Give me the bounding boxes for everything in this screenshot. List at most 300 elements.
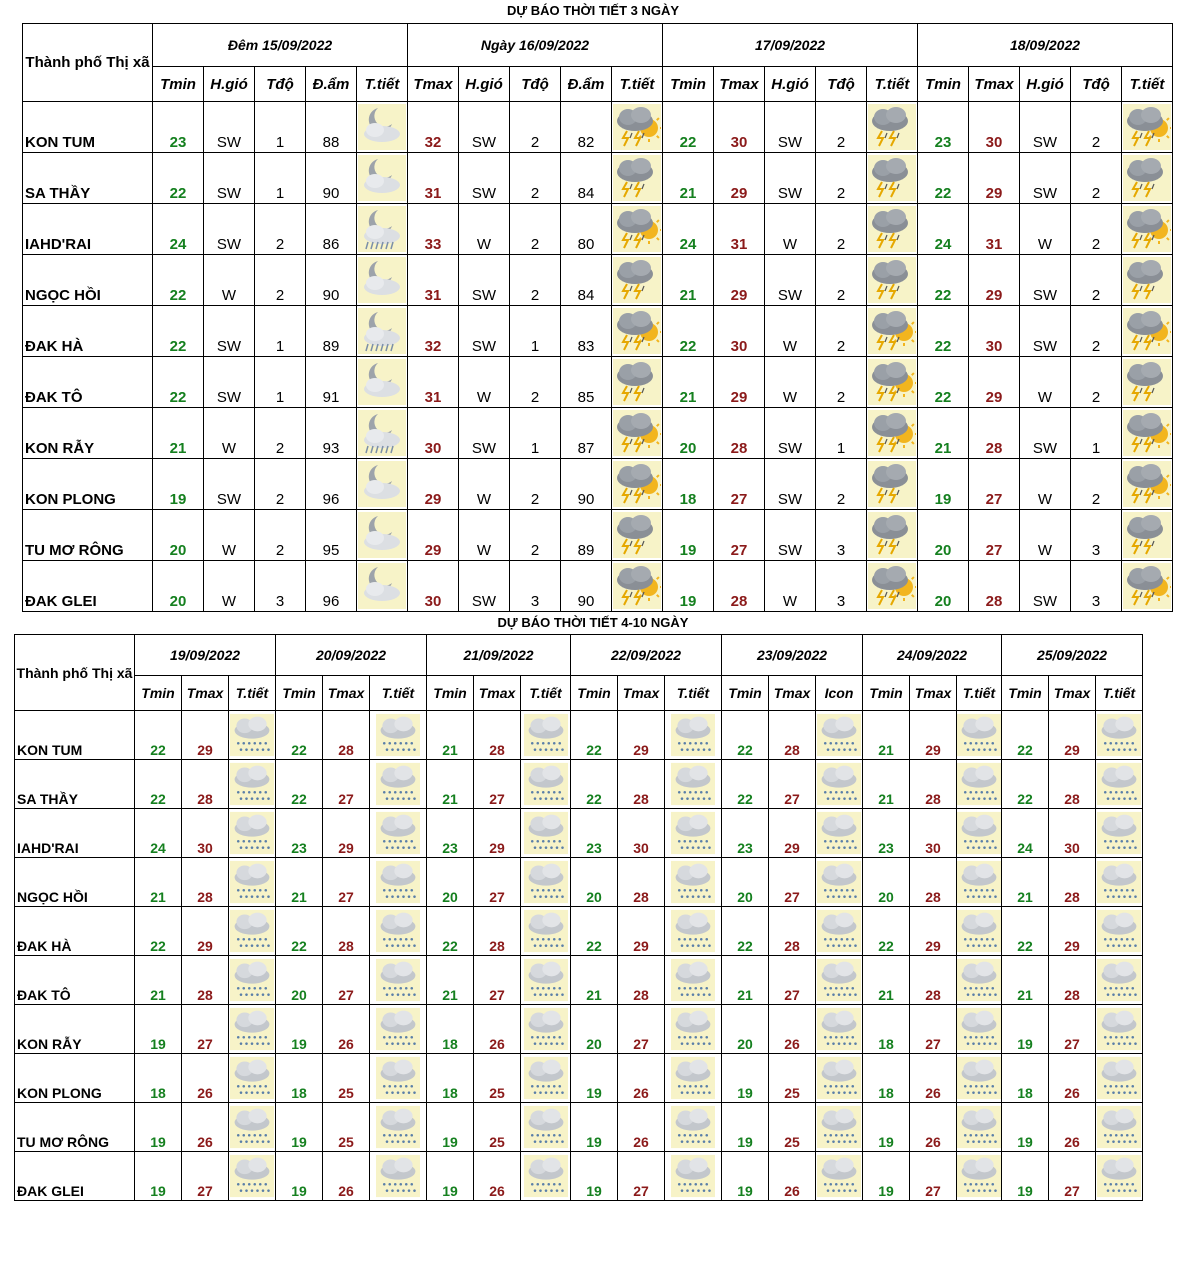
rain-cloud-icon (671, 860, 715, 904)
rain-cloud-icon (230, 860, 274, 904)
table-row (15, 956, 1143, 1005)
weather-icon-cell (1096, 858, 1143, 907)
wind-direction: W (204, 510, 255, 561)
weather-icon-cell (357, 561, 408, 612)
tmin-value: 22 (135, 711, 182, 760)
city-name: TU MƠ RÔNG (23, 510, 153, 561)
thunderstorm-sun-icon (1123, 410, 1171, 456)
tmax-value: 30 (910, 809, 957, 858)
wind-direction: SW (765, 510, 816, 561)
wind-direction: W (204, 408, 255, 459)
wind-speed: 1 (255, 102, 306, 153)
wind-speed: 2 (816, 306, 867, 357)
wind-direction: SW (1020, 153, 1071, 204)
rain-cloud-icon (230, 1105, 274, 1149)
tmin-value: 22 (427, 907, 474, 956)
tmax-value: 30 (618, 809, 665, 858)
thunderstorm-icon (613, 512, 661, 558)
wind-speed: 2 (1071, 306, 1122, 357)
column-header: T.tiết (665, 676, 722, 711)
wind-direction: SW (459, 102, 510, 153)
column-header: Tmin (276, 676, 323, 711)
tmin-value: 18 (663, 459, 714, 510)
thunderstorm-icon (613, 155, 661, 201)
tmax-value: 28 (769, 711, 816, 760)
weather-icon-cell (370, 858, 427, 907)
table-row (15, 711, 1143, 760)
weather-icon-cell (370, 1103, 427, 1152)
column-header: H.gió (204, 67, 255, 102)
humidity-value: 89 (306, 306, 357, 357)
tmax-value: 30 (408, 561, 459, 612)
tmin-value: 22 (722, 711, 769, 760)
rain-cloud-icon (1097, 713, 1141, 757)
tmin-value: 22 (153, 255, 204, 306)
table-row (23, 102, 1173, 153)
thunderstorm-sun-icon (613, 308, 661, 354)
date-group-header: 21/09/2022 (427, 635, 571, 676)
thunderstorm-sun-icon (1123, 206, 1171, 252)
weather-icon-cell (816, 1054, 863, 1103)
tmin-value: 22 (153, 357, 204, 408)
date-group-header: 25/09/2022 (1002, 635, 1143, 676)
wind-speed: 3 (255, 561, 306, 612)
city-name: NGỌC HỒI (15, 858, 135, 907)
tmax-value: 26 (323, 1005, 370, 1054)
weather-icon-cell (1122, 204, 1173, 255)
tmax-value: 27 (323, 760, 370, 809)
column-header: Đ.ẩm (561, 67, 612, 102)
thunderstorm-sun-icon (613, 104, 661, 150)
tmin-value: 23 (427, 809, 474, 858)
weather-icon-cell (867, 510, 918, 561)
weather-icon-cell (229, 760, 276, 809)
wind-direction: SW (204, 153, 255, 204)
wind-direction: SW (459, 153, 510, 204)
rain-cloud-icon (671, 762, 715, 806)
rain-cloud-icon (524, 1056, 568, 1100)
tmin-value: 18 (135, 1054, 182, 1103)
wind-speed: 2 (1071, 102, 1122, 153)
thunderstorm-sun-icon (868, 308, 916, 354)
tmax-value: 28 (910, 858, 957, 907)
weather-icon-cell (1122, 459, 1173, 510)
cloudy-night-icon (358, 257, 406, 303)
weather-icon-cell (957, 907, 1002, 956)
cloudy-night-icon (358, 461, 406, 507)
city-name: SA THẦY (15, 760, 135, 809)
weather-icon-cell (229, 1103, 276, 1152)
tmin-value: 24 (153, 204, 204, 255)
column-header: Tđộ (510, 67, 561, 102)
tmin-value: 22 (918, 255, 969, 306)
column-header: T.tiết (1096, 676, 1143, 711)
weather-icon-cell (816, 1005, 863, 1054)
wind-speed: 1 (255, 357, 306, 408)
tmax-value: 29 (1049, 711, 1096, 760)
table-row (23, 357, 1173, 408)
weather-icon-cell (665, 1005, 722, 1054)
wind-direction: W (204, 255, 255, 306)
rain-cloud-icon (376, 713, 420, 757)
rain-cloud-icon (957, 762, 1001, 806)
column-header: Đ.ẩm (306, 67, 357, 102)
tmin-value: 19 (427, 1103, 474, 1152)
cloudy-night-icon (358, 155, 406, 201)
wind-direction: SW (765, 255, 816, 306)
tmin-value: 23 (571, 809, 618, 858)
wind-speed: 2 (816, 459, 867, 510)
tmax-value: 28 (618, 858, 665, 907)
weather-icon-cell (612, 153, 663, 204)
tmin-value: 20 (153, 561, 204, 612)
city-column-header: Thành phố Thị xã (15, 635, 135, 711)
tmax-value: 28 (618, 956, 665, 1005)
tmax-value: 27 (323, 956, 370, 1005)
rain-cloud-icon (671, 909, 715, 953)
rain-cloud-icon (817, 1154, 861, 1198)
tmin-value: 22 (153, 306, 204, 357)
tmax-value: 27 (182, 1005, 229, 1054)
wind-speed: 1 (255, 306, 306, 357)
wind-direction: SW (765, 408, 816, 459)
weather-icon-cell (867, 357, 918, 408)
weather-icon-cell (1096, 1152, 1143, 1201)
column-header: T.tiết (867, 67, 918, 102)
tmin-value: 19 (276, 1103, 323, 1152)
tmax-value: 25 (769, 1054, 816, 1103)
wind-direction: SW (204, 459, 255, 510)
tmin-value: 22 (663, 306, 714, 357)
table-row (15, 1005, 1143, 1054)
tmax-value: 30 (182, 809, 229, 858)
tmin-value: 21 (918, 408, 969, 459)
rain-cloud-icon (671, 958, 715, 1002)
humidity-value: 96 (306, 561, 357, 612)
weather-icon-cell (521, 907, 571, 956)
column-header: Tmin (153, 67, 204, 102)
weather-icon-cell (816, 956, 863, 1005)
tmin-value: 18 (427, 1005, 474, 1054)
tmax-value: 27 (1049, 1152, 1096, 1201)
wind-direction: SW (459, 561, 510, 612)
wind-speed: 2 (510, 459, 561, 510)
tmin-value: 21 (135, 858, 182, 907)
humidity-value: 93 (306, 408, 357, 459)
weather-icon-cell (665, 907, 722, 956)
tmax-value: 26 (618, 1054, 665, 1103)
tmin-value: 20 (571, 1005, 618, 1054)
rain-cloud-icon (1097, 1056, 1141, 1100)
tmin-value: 21 (863, 956, 910, 1005)
table-row (23, 561, 1173, 612)
wind-speed: 2 (816, 102, 867, 153)
column-header: Tmax (474, 676, 521, 711)
wind-direction: W (459, 459, 510, 510)
table-row (23, 510, 1173, 561)
wind-direction: W (1020, 357, 1071, 408)
tmin-value: 23 (153, 102, 204, 153)
weather-icon-cell (357, 408, 408, 459)
rain-cloud-icon (1097, 1105, 1141, 1149)
weather-icon-cell (357, 255, 408, 306)
table-row (23, 306, 1173, 357)
rain-cloud-icon (817, 713, 861, 757)
tmax-value: 26 (182, 1103, 229, 1152)
cloudy-night-icon (358, 359, 406, 405)
wind-speed: 1 (510, 408, 561, 459)
humidity-value: 91 (306, 357, 357, 408)
humidity-value: 86 (306, 204, 357, 255)
table-row (23, 408, 1173, 459)
table-row (15, 1103, 1143, 1152)
weather-icon-cell (1122, 255, 1173, 306)
tmin-value: 22 (1002, 907, 1049, 956)
tmax-value: 29 (408, 510, 459, 561)
tmin-value: 22 (135, 760, 182, 809)
rain-cloud-icon (524, 811, 568, 855)
city-name: ĐAK GLEI (15, 1152, 135, 1201)
city-name: KON RẪY (23, 408, 153, 459)
humidity-value: 84 (561, 153, 612, 204)
date-group-header: Đêm 15/09/2022 (153, 24, 408, 67)
tmax-value: 29 (408, 459, 459, 510)
thunderstorm-icon (1123, 359, 1171, 405)
thunderstorm-sun-icon (868, 359, 916, 405)
weather-icon-cell (521, 1103, 571, 1152)
wind-direction: SW (204, 357, 255, 408)
weather-icon-cell (521, 1005, 571, 1054)
tmax-value: 29 (910, 907, 957, 956)
tmax-value: 32 (408, 102, 459, 153)
tmax-value: 28 (182, 858, 229, 907)
tmin-value: 22 (1002, 760, 1049, 809)
wind-direction: W (765, 204, 816, 255)
weather-icon-cell (1096, 760, 1143, 809)
weather-icon-cell (665, 1152, 722, 1201)
rain-cloud-icon (376, 1154, 420, 1198)
tmax-value: 26 (182, 1054, 229, 1103)
column-header: Tmin (427, 676, 474, 711)
column-header: T.tiết (612, 67, 663, 102)
weather-icon-cell (229, 858, 276, 907)
weather-icon-cell (521, 956, 571, 1005)
thunderstorm-icon (868, 104, 916, 150)
wind-speed: 2 (1071, 357, 1122, 408)
column-header: T.tiết (229, 676, 276, 711)
tmax-value: 29 (714, 357, 765, 408)
tmin-value: 22 (153, 153, 204, 204)
wind-direction: W (765, 561, 816, 612)
tmin-value: 19 (571, 1054, 618, 1103)
tmax-value: 26 (910, 1103, 957, 1152)
table-row (23, 255, 1173, 306)
weather-icon-cell (229, 956, 276, 1005)
city-name: NGỌC HỒI (23, 255, 153, 306)
wind-direction: SW (765, 459, 816, 510)
weather-icon-cell (1122, 357, 1173, 408)
tmax-value: 28 (1049, 858, 1096, 907)
rain-cloud-icon (957, 811, 1001, 855)
cloudy-night-icon (358, 104, 406, 150)
weather-icon-cell (957, 956, 1002, 1005)
rain-cloud-icon (524, 1105, 568, 1149)
weather-icon-cell (1096, 711, 1143, 760)
rain-cloud-icon (957, 1105, 1001, 1149)
tmax-value: 28 (182, 956, 229, 1005)
wind-speed: 2 (1071, 459, 1122, 510)
tmin-value: 18 (276, 1054, 323, 1103)
rain-cloud-icon (671, 811, 715, 855)
weather-icon-cell (229, 809, 276, 858)
tmax-value: 29 (769, 809, 816, 858)
column-header: T.tiết (1122, 67, 1173, 102)
wind-speed: 2 (816, 255, 867, 306)
column-header: Tmax (1049, 676, 1096, 711)
weather-icon-cell (370, 1054, 427, 1103)
tmin-value: 22 (571, 711, 618, 760)
tmax-value: 25 (323, 1103, 370, 1152)
weather-icon-cell (357, 459, 408, 510)
weather-icon-cell (957, 1054, 1002, 1103)
rain-cloud-icon (524, 958, 568, 1002)
weather-icon-cell (1096, 956, 1143, 1005)
tmin-value: 20 (918, 561, 969, 612)
tmax-value: 27 (769, 760, 816, 809)
wind-direction: W (204, 561, 255, 612)
tmin-value: 20 (663, 408, 714, 459)
tmax-value: 27 (182, 1152, 229, 1201)
weather-icon-cell (665, 809, 722, 858)
cloudy-night-icon (358, 512, 406, 558)
weather-icon-cell (1122, 306, 1173, 357)
city-column-header: Thành phố Thị xã (23, 24, 153, 102)
tmin-value: 19 (571, 1103, 618, 1152)
rain-cloud-icon (230, 762, 274, 806)
column-header: Icon (816, 676, 863, 711)
tmax-value: 28 (969, 561, 1020, 612)
tmax-value: 26 (1049, 1054, 1096, 1103)
tmin-value: 21 (663, 357, 714, 408)
rain-cloud-icon (376, 811, 420, 855)
tmin-value: 21 (153, 408, 204, 459)
rain-cloud-icon (957, 958, 1001, 1002)
tmax-value: 32 (408, 306, 459, 357)
table-row (15, 809, 1143, 858)
city-name: ĐAK HÀ (15, 907, 135, 956)
tmax-value: 28 (769, 907, 816, 956)
rain-cloud-icon (817, 1007, 861, 1051)
weather-icon-cell (665, 956, 722, 1005)
tmax-value: 26 (474, 1152, 521, 1201)
weather-icon-cell (1122, 102, 1173, 153)
tmax-value: 26 (323, 1152, 370, 1201)
wind-speed: 1 (1071, 408, 1122, 459)
wind-direction: W (1020, 204, 1071, 255)
rain-cloud-icon (1097, 909, 1141, 953)
tmin-value: 20 (427, 858, 474, 907)
tmin-value: 19 (1002, 1005, 1049, 1054)
weather-icon-cell (957, 858, 1002, 907)
rain-cloud-icon (957, 1154, 1001, 1198)
weather-icon-cell (665, 858, 722, 907)
tmax-value: 29 (969, 255, 1020, 306)
table-row (15, 858, 1143, 907)
weather-icon-cell (816, 760, 863, 809)
tmax-value: 27 (474, 956, 521, 1005)
wind-direction: SW (459, 306, 510, 357)
weather-icon-cell (357, 204, 408, 255)
wind-speed: 1 (816, 408, 867, 459)
weather-icon-cell (957, 1005, 1002, 1054)
rain-cloud-icon (817, 811, 861, 855)
tmax-value: 28 (714, 561, 765, 612)
column-header: Tmax (910, 676, 957, 711)
humidity-value: 83 (561, 306, 612, 357)
column-header: T.tiết (370, 676, 427, 711)
column-header: Tmax (969, 67, 1020, 102)
tmin-value: 18 (863, 1005, 910, 1054)
rain-cloud-icon (524, 860, 568, 904)
wind-direction: SW (765, 102, 816, 153)
humidity-value: 89 (561, 510, 612, 561)
tmin-value: 19 (863, 1103, 910, 1152)
thunderstorm-icon (868, 257, 916, 303)
tmin-value: 22 (918, 153, 969, 204)
tmin-value: 19 (153, 459, 204, 510)
city-name: ĐAK GLEI (23, 561, 153, 612)
tmin-value: 19 (722, 1054, 769, 1103)
weather-icon-cell (521, 1152, 571, 1201)
tmin-value: 19 (571, 1152, 618, 1201)
weather-icon-cell (370, 711, 427, 760)
weather-icon-cell (229, 1152, 276, 1201)
tmax-value: 28 (910, 760, 957, 809)
city-name: KON PLONG (23, 459, 153, 510)
wind-speed: 2 (1071, 153, 1122, 204)
thunderstorm-sun-icon (613, 410, 661, 456)
table-row (15, 1054, 1143, 1103)
thunderstorm-sun-icon (613, 206, 661, 252)
humidity-value: 90 (306, 255, 357, 306)
tmax-value: 30 (714, 102, 765, 153)
wind-direction: SW (1020, 102, 1071, 153)
tmax-value: 26 (618, 1103, 665, 1152)
rain-night-icon (358, 308, 406, 354)
forecast-4-10day-table (14, 634, 1143, 1201)
wind-direction: SW (1020, 255, 1071, 306)
tmin-value: 22 (571, 760, 618, 809)
tmax-value: 29 (1049, 907, 1096, 956)
rain-cloud-icon (817, 909, 861, 953)
weather-icon-cell (867, 102, 918, 153)
wind-speed: 3 (1071, 561, 1122, 612)
tmin-value: 21 (1002, 956, 1049, 1005)
weather-icon-cell (867, 153, 918, 204)
column-header: Tmax (182, 676, 229, 711)
wind-speed: 2 (510, 102, 561, 153)
tmax-value: 27 (474, 858, 521, 907)
rain-cloud-icon (376, 1007, 420, 1051)
tmin-value: 19 (135, 1103, 182, 1152)
rain-cloud-icon (376, 860, 420, 904)
weather-icon-cell (867, 561, 918, 612)
column-header: Tmax (323, 676, 370, 711)
weather-icon-cell (521, 760, 571, 809)
humidity-value: 90 (561, 561, 612, 612)
weather-icon-cell (521, 809, 571, 858)
tmin-value: 21 (427, 711, 474, 760)
